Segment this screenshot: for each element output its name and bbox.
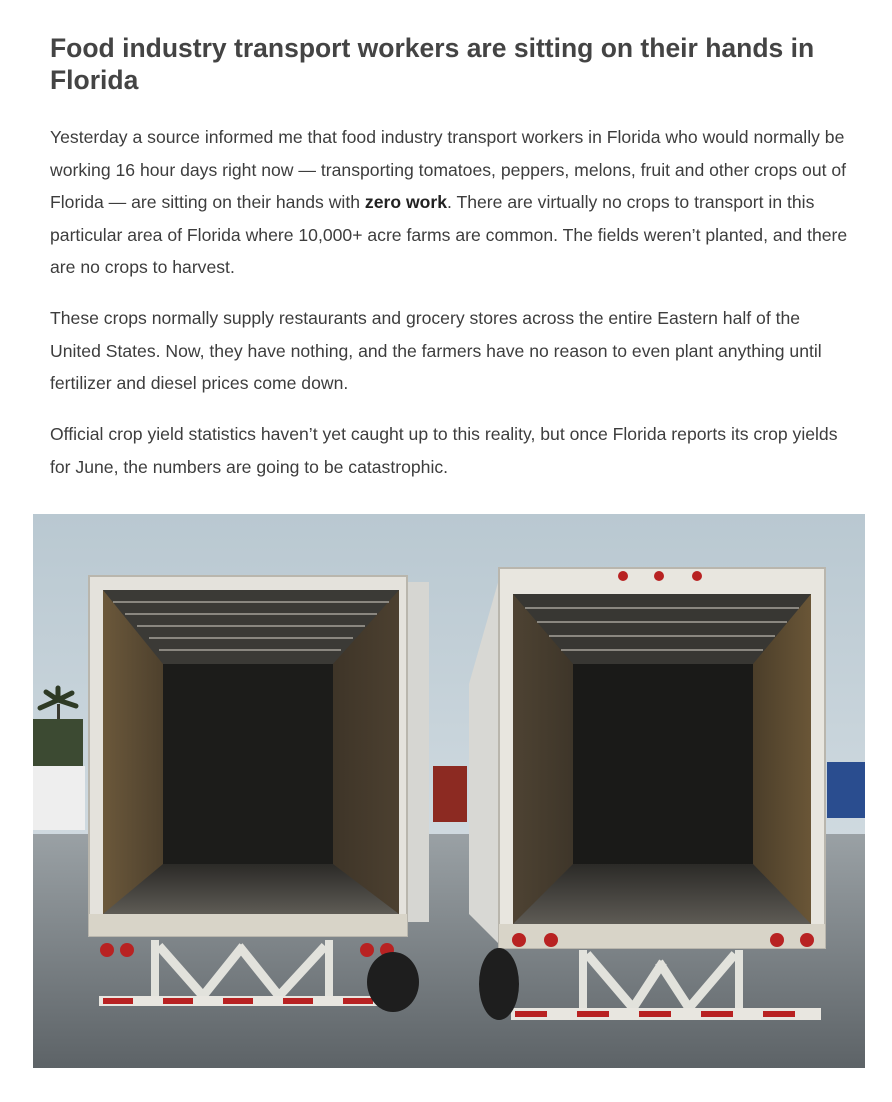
- trailers-illustration: [33, 514, 865, 1068]
- white-container: [33, 766, 85, 830]
- red-container: [433, 766, 467, 822]
- paragraph-1-bold-text: zero work: [364, 192, 448, 212]
- article-photo-empty-trailers: [33, 514, 865, 1068]
- article-header: [50, 32, 850, 96]
- paragraph-1-text-end: . There are virtually no crops to transport in this particular area of Florida where 10,000+ acre farms are common. The fields weren’t planted, and there are no crops to harvest.: [50, 192, 848, 277]
- article-paragraph-1: [50, 121, 850, 284]
- blue-container: [827, 762, 865, 818]
- paragraph-1-text-start: Yesterday a source informed me that food industry transport workers in Florida who would normally be working 16 hour days right now — transporting tomatoes, peppers, melons, fruit and other crops out of Florida — are sitting on their hands with: [50, 127, 847, 212]
- article-headline: Food industry transport workers are sitting on their hands in Florida: [50, 33, 815, 95]
- article-paragraph-2: These crops normally supply restaurants and grocery stores across the entire Eastern half of the United States. Now, they have nothing, and the farmers have no reason to even plant anything until fertilizer and diesel prices come down.: [50, 308, 822, 393]
- article-paragraph-3: Official crop yield statistics haven’t yet caught up to this reality, but once Florida reports its crop yields for June, the numbers are going to be catastrophic.: [50, 424, 838, 477]
